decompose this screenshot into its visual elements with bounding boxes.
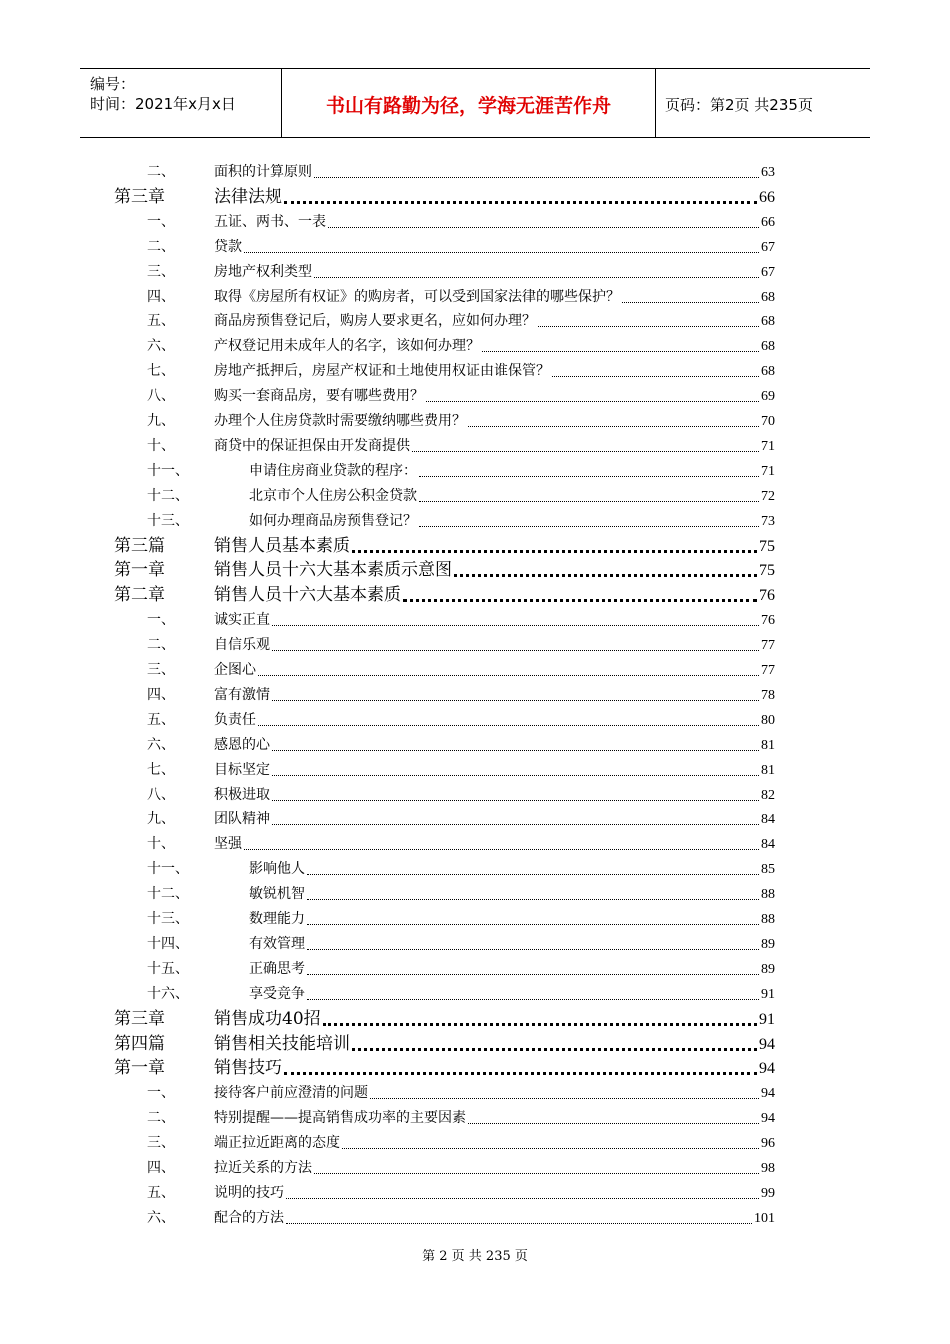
toc-dot-leader (258, 724, 759, 726)
toc-entry-page: 81 (761, 737, 775, 753)
toc-entry-line (214, 807, 775, 832)
toc-entry (0, 907, 950, 932)
toc-dot-leader (314, 176, 759, 178)
toc-entry-title: 销售人员十六大基本素质 (214, 585, 401, 606)
toc-entry-page: 75 (759, 537, 775, 555)
toc-entry-line (214, 608, 775, 633)
toc-entry-page: 94 (759, 1060, 775, 1078)
toc-dot-leader (454, 573, 757, 577)
toc-entry-page: 80 (761, 712, 775, 728)
toc-entry (0, 957, 950, 982)
toc-entry-line (249, 932, 775, 957)
toc-dot-leader (272, 774, 759, 776)
toc-entry-number: 十三、 (147, 512, 189, 529)
toc-entry-number: 十二、 (147, 886, 189, 903)
toc-dot-leader (468, 1122, 759, 1124)
toc-entry-line (214, 1206, 775, 1231)
toc-dot-leader (272, 649, 759, 651)
toc-entry-line (249, 459, 775, 484)
toc-entry-page: 89 (761, 961, 775, 977)
toc-entry-line (249, 484, 775, 509)
toc-entry-line (214, 1007, 775, 1032)
toc-entry (0, 783, 950, 808)
toc-entry-page: 101 (754, 1210, 775, 1226)
toc-entry-line (249, 957, 775, 982)
toc-entry-title: 特别提醒——提高销售成功率的主要因素 (214, 1110, 466, 1127)
toc-entry-title: 如何办理商品房预售登记？ (249, 512, 417, 529)
toc-dot-leader (328, 226, 759, 228)
toc-entry (0, 1056, 950, 1081)
toc-dot-leader (622, 301, 759, 303)
toc-entry-number: 十一、 (147, 462, 189, 479)
toc-entry-number: 四、 (147, 1160, 175, 1176)
toc-dot-leader (352, 1047, 757, 1051)
toc-entry-number: 第四篇 (114, 1033, 165, 1054)
toc-entry-title: 房地产权利类型 (214, 263, 312, 280)
toc-dot-leader (284, 1071, 757, 1075)
toc-entry-page: 88 (761, 887, 775, 903)
toc-dot-leader (244, 251, 759, 253)
toc-entry-title: 购买一套商品房，要有哪些费用？ (214, 388, 424, 405)
toc-entry-line (214, 359, 775, 384)
toc-dot-leader (244, 848, 759, 850)
toc-entry-number: 六、 (147, 338, 175, 355)
header-motto: 书山有路勤为径，学海无涯苦作舟 (325, 95, 611, 117)
toc-entry-number: 四、 (147, 288, 175, 305)
toc-entry-number: 一、 (147, 1085, 175, 1102)
toc-entry-number: 第一章 (114, 560, 165, 581)
toc-entry-page: 77 (761, 663, 775, 678)
toc-entry-page: 96 (761, 1136, 775, 1152)
toc-entry-page: 67 (761, 239, 775, 255)
toc-entry-line (214, 758, 775, 783)
toc-entry (0, 733, 950, 758)
toc-entry-title: 正确思考 (249, 960, 305, 977)
toc-entry-title: 影响他人 (249, 861, 305, 878)
toc-dot-leader (426, 400, 759, 402)
toc-entry-line (214, 434, 775, 459)
toc-dot-leader (419, 475, 759, 477)
toc-entry (0, 409, 950, 434)
toc-entry-number: 十三、 (147, 911, 189, 927)
toc-entry (0, 758, 950, 783)
toc-entry-title: 申请住房商业贷款的程序： (249, 462, 417, 479)
toc-entry-title: 说明的技巧 (214, 1184, 284, 1201)
toc-entry-line (249, 509, 775, 534)
toc-entry (0, 359, 950, 384)
toc-entry-page: 66 (761, 214, 775, 230)
toc-entry-page: 88 (761, 912, 775, 927)
toc-entry (0, 210, 950, 235)
toc-entry-page: 67 (761, 264, 775, 280)
toc-entry-title: 享受竞争 (249, 985, 305, 1002)
toc-entry-line (214, 409, 775, 434)
toc-entry (0, 285, 950, 310)
toc-entry-title: 自信乐观 (214, 637, 270, 654)
toc-entry-title: 富有激情 (214, 686, 270, 703)
toc-entry-title: 面积的计算原则 (214, 164, 312, 180)
toc-entry-title: 房地产抵押后，房屋产权证和土地使用权证由谁保管？ (214, 363, 550, 380)
toc-entry (0, 558, 950, 583)
toc-entry-title: 感恩的心 (214, 736, 270, 753)
toc-entry (0, 857, 950, 882)
toc-entry-title: 接待客户前应澄清的问题 (214, 1085, 368, 1102)
toc-entry-line (214, 708, 775, 733)
toc-entry-line (249, 857, 775, 882)
toc-dot-leader (552, 375, 759, 377)
toc-entry-line (214, 683, 775, 708)
toc-entry-title: 坚强 (214, 836, 242, 853)
toc-entry-page: 69 (761, 389, 775, 405)
toc-entry-title: 商品房预售登记后，购房人要求更名，应如何办理？ (214, 313, 536, 330)
toc-entry-number: 三、 (147, 662, 175, 678)
toc-entry (0, 982, 950, 1007)
toc-entry (0, 882, 950, 907)
toc-entry (0, 1007, 950, 1032)
toc-dot-leader (307, 923, 759, 925)
toc-entry-number: 三、 (147, 263, 175, 280)
toc-dot-leader (307, 898, 759, 900)
toc-entry (0, 235, 950, 260)
toc-dot-leader (272, 624, 759, 626)
header-page-info: 页码：第2页 共235页 (665, 96, 813, 114)
toc-entry-line (214, 658, 775, 683)
toc-entry-title: 办理个人住房贷款时需要缴纳哪些费用？ (214, 413, 466, 429)
toc-entry-page: 85 (761, 862, 775, 878)
toc-entry-line (249, 882, 775, 907)
toc-entry-line (214, 185, 775, 210)
toc-entry-page: 72 (761, 488, 775, 504)
toc-entry-line (214, 309, 775, 334)
toc-entry-number: 九、 (147, 811, 175, 828)
toc-entry-number: 一、 (147, 213, 175, 230)
toc-entry-title: 有效管理 (249, 935, 305, 952)
toc-entry-number: 十、 (147, 836, 175, 853)
page-footer: 第 2 页 共 235 页 (422, 1249, 528, 1264)
toc-entry-title: 五证、两书、一表 (214, 213, 326, 230)
toc-dot-leader (538, 325, 759, 327)
toc-entry (0, 334, 950, 359)
toc-entry (0, 633, 950, 658)
header-motto-cell (281, 69, 656, 137)
toc-entry-title: 销售人员十六大基本素质示意图 (214, 560, 452, 581)
page-header (80, 68, 870, 138)
toc-entry-title: 积极进取 (214, 786, 270, 803)
toc-entry-title: 商贷中的保证担保由开发商提供 (214, 437, 410, 454)
toc-entry (0, 509, 950, 534)
toc-entry-page: 73 (761, 513, 775, 529)
toc-entry-page: 76 (761, 613, 775, 629)
toc-entry-page: 84 (761, 837, 775, 853)
toc-entry-page: 84 (761, 812, 775, 828)
toc-entry-line (214, 384, 775, 409)
toc-entry-number: 第三章 (114, 186, 165, 207)
toc-entry-page: 78 (761, 687, 775, 703)
toc-entry-page: 68 (761, 364, 775, 380)
toc-entry (0, 807, 950, 832)
toc-dot-leader (370, 1097, 759, 1099)
toc-entry-line (214, 534, 775, 559)
toc-entry-title: 销售技巧 (214, 1058, 282, 1079)
toc-dot-leader (482, 350, 759, 352)
toc-entry (0, 1206, 950, 1231)
toc-entry-title: 北京市个人住房公积金贷款 (249, 487, 417, 504)
toc-entry-number: 第二章 (114, 585, 165, 606)
toc-dot-leader (323, 1022, 757, 1026)
toc-entry-line (214, 1081, 775, 1106)
toc-entry-page: 98 (761, 1161, 775, 1176)
toc-dot-leader (314, 276, 759, 278)
toc-entry-title: 团队精神 (214, 811, 270, 828)
toc-entry-number: 三、 (147, 1135, 175, 1152)
toc-entry (0, 160, 950, 185)
toc-entry-title: 配合的方法 (214, 1209, 284, 1226)
toc-entry-number: 一、 (147, 612, 175, 629)
toc-entry-title: 企图心 (214, 662, 256, 678)
toc-entry-number: 四、 (147, 686, 175, 703)
toc-entry-number: 五、 (147, 313, 175, 330)
toc-entry-line (214, 1106, 775, 1131)
toc-entry-title: 贷款 (214, 238, 242, 255)
toc-entry-line (214, 733, 775, 758)
toc-dot-leader (307, 998, 759, 1000)
toc-entry-page: 71 (761, 438, 775, 454)
toc-entry (0, 434, 950, 459)
toc-dot-leader (468, 425, 759, 427)
toc-dot-leader (286, 1197, 759, 1199)
toc-entry-page: 91 (759, 1010, 775, 1028)
toc-entry-number: 十二、 (147, 487, 189, 504)
toc-dot-leader (272, 749, 759, 751)
toc-entry-line (249, 907, 775, 932)
toc-entry-line (214, 558, 775, 583)
toc-entry-page: 76 (759, 587, 775, 605)
toc-entry-number: 五、 (147, 711, 175, 728)
toc-entry-title: 拉近关系的方法 (214, 1160, 312, 1176)
toc-entry (0, 185, 950, 210)
toc-entry-number: 十一、 (147, 861, 189, 878)
toc-entry-title: 销售人员基本素质 (214, 535, 350, 556)
toc-entry-title: 目标坚定 (214, 761, 270, 778)
toc-entry-number: 二、 (147, 164, 175, 180)
toc-entry-page: 68 (761, 289, 775, 305)
toc-dot-leader (258, 674, 759, 676)
toc-dot-leader (272, 799, 759, 801)
toc-entry-title: 取得《房屋所有权证》的购房者，可以受到国家法律的哪些保护？ (214, 288, 620, 305)
toc-entry-page: 75 (759, 562, 775, 580)
toc-entry-number: 六、 (147, 1209, 175, 1226)
toc-entry (0, 484, 950, 509)
toc-entry-page: 70 (761, 414, 775, 429)
toc-entry-title: 销售成功40招 (214, 1008, 321, 1029)
toc-entry-title: 产权登记用未成年人的名字，该如何办理？ (214, 338, 480, 355)
toc-entry (0, 1181, 950, 1206)
toc-entry-page: 91 (761, 986, 775, 1002)
toc-entry-number: 八、 (147, 786, 175, 803)
toc-entry-number: 二、 (147, 1110, 175, 1127)
document-time-label: 时间：2021年x月x日 (90, 95, 236, 113)
toc-entry (0, 583, 950, 608)
toc-entry-number: 第一章 (114, 1058, 165, 1079)
toc-entry (0, 1081, 950, 1106)
toc-entry-number: 八、 (147, 388, 175, 405)
toc-entry-line (214, 1131, 775, 1156)
toc-entry (0, 384, 950, 409)
toc-entry-page: 77 (761, 638, 775, 654)
toc-dot-leader (403, 598, 757, 602)
toc-entry-title: 法律法规 (214, 186, 282, 207)
toc-entry-page: 89 (761, 936, 775, 952)
toc-entry-line (214, 1181, 775, 1206)
toc-entry-line (214, 1156, 775, 1181)
toc-entry-number: 五、 (147, 1184, 175, 1201)
toc-entry-line (249, 982, 775, 1007)
toc-entry-title: 数理能力 (249, 911, 305, 927)
toc-entry-page: 81 (761, 762, 775, 778)
toc-entry-number: 十、 (147, 437, 175, 454)
toc-entry-page: 94 (761, 1086, 775, 1102)
toc-entry-number: 七、 (147, 761, 175, 778)
toc-entry-title: 敏锐机智 (249, 886, 305, 903)
toc-dot-leader (272, 699, 759, 701)
header-page-cell (655, 69, 870, 137)
header-meta-cell (80, 69, 281, 137)
toc-entry-line (214, 832, 775, 857)
toc-entry-number: 十四、 (147, 935, 189, 952)
toc-entry-number: 六、 (147, 736, 175, 753)
toc-entry-number: 第三篇 (114, 535, 165, 556)
toc-entry-title: 负责任 (214, 711, 256, 728)
toc-entry (0, 832, 950, 857)
toc-entry-line (214, 583, 775, 608)
toc-entry-number: 十六、 (147, 985, 189, 1002)
toc-entry-page: 94 (759, 1035, 775, 1053)
toc-entry-title: 诚实正直 (214, 612, 270, 629)
toc-entry-number: 二、 (147, 637, 175, 654)
toc-entry (0, 534, 950, 559)
toc-dot-leader (412, 450, 759, 452)
toc-entry (0, 1131, 950, 1156)
toc-entry-number: 第三章 (114, 1008, 165, 1029)
toc-dot-leader (307, 873, 759, 875)
toc-dot-leader (352, 549, 757, 553)
toc-entry-page: 71 (761, 463, 775, 479)
toc-entry (0, 608, 950, 633)
toc-entry-number: 九、 (147, 413, 175, 429)
toc-entry-line (214, 334, 775, 359)
toc-entry (0, 459, 950, 484)
toc-entry-line (214, 210, 775, 235)
toc-dot-leader (314, 1172, 759, 1174)
toc-entry (0, 658, 950, 683)
toc-dot-leader (286, 1222, 752, 1224)
toc-dot-leader (419, 500, 759, 502)
toc-entry-number: 七、 (147, 363, 175, 380)
toc-entry-line (214, 1056, 775, 1081)
toc-dot-leader (284, 200, 757, 204)
toc-dot-leader (419, 525, 759, 527)
toc-entry (0, 683, 950, 708)
toc-dot-leader (307, 948, 759, 950)
toc-entry-page: 63 (761, 165, 775, 180)
toc-entry (0, 309, 950, 334)
toc-entry-page: 68 (761, 339, 775, 355)
toc-entry-title: 端正拉近距离的态度 (214, 1135, 340, 1152)
toc-entry-line (214, 633, 775, 658)
toc-entry (0, 708, 950, 733)
toc-entry-page: 66 (759, 188, 775, 206)
toc-entry (0, 260, 950, 285)
toc-dot-leader (342, 1147, 759, 1149)
toc-entry-title: 销售相关技能培训 (214, 1033, 350, 1054)
toc-dot-leader (272, 823, 759, 825)
document-number-label: 编号： (90, 75, 136, 93)
toc-entry (0, 1106, 950, 1131)
toc-entry-number: 二、 (147, 238, 175, 255)
toc-entry-page: 99 (761, 1185, 775, 1201)
toc-dot-leader (307, 973, 759, 975)
toc-entry (0, 932, 950, 957)
toc-entry (0, 1156, 950, 1181)
toc-entry-page: 94 (761, 1111, 775, 1127)
toc-entry-line (214, 285, 775, 310)
toc-entry (0, 1032, 950, 1057)
toc-entry-page: 82 (761, 787, 775, 803)
toc-entry-page: 68 (761, 314, 775, 330)
toc-entry-line (214, 235, 775, 260)
toc-entry-line (214, 783, 775, 808)
toc-entry-number: 十五、 (147, 960, 189, 977)
toc-entry-line (214, 260, 775, 285)
toc-entry-line (214, 160, 775, 185)
toc-entry-line (214, 1032, 775, 1057)
